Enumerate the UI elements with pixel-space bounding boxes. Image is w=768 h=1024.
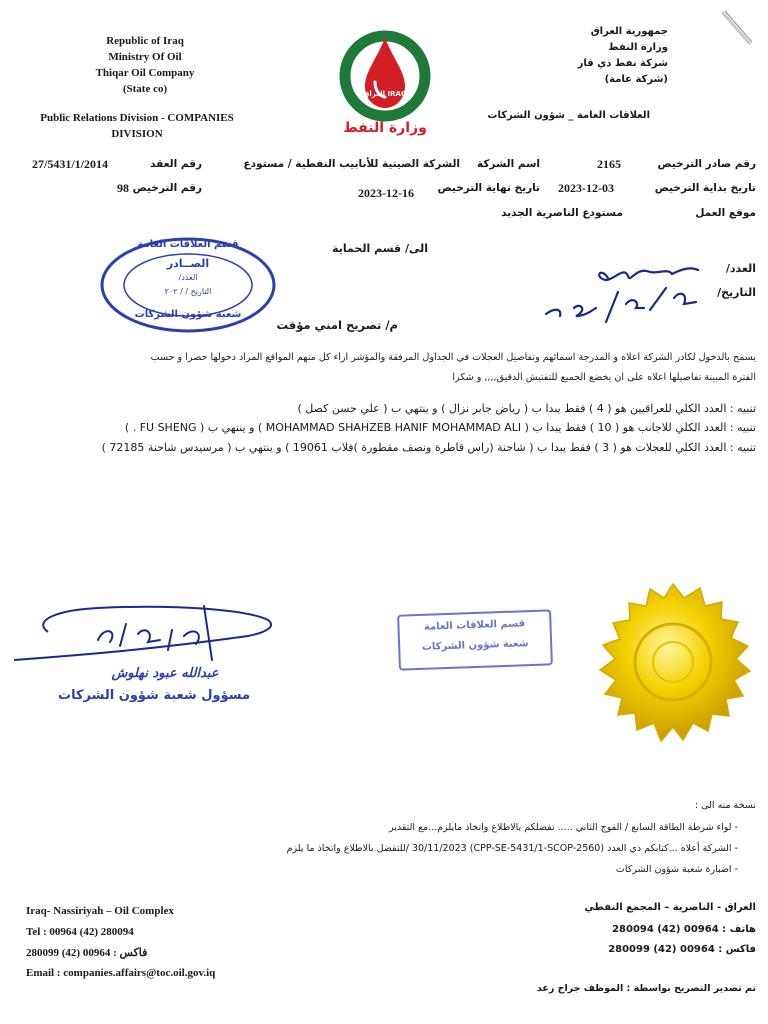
note-vehicles: تنبيه : العدد الكلي للعجلات هو ( 3 ) فقط يبدا ب ( شاحنة (راس قاطرة ونصف مقطورة )فلاب 19061 ) و ينتهي ب ( مرسيدس شاحنة 72185 ) bbox=[101, 441, 756, 454]
pin-mark-icon bbox=[716, 6, 756, 48]
header-ar-line2: وزارة النفط bbox=[608, 42, 668, 53]
header-english bbox=[60, 33, 230, 97]
work-site-label: موقع العمل bbox=[695, 207, 756, 219]
note-foreigners: تنبيه : العدد الكلي للاجانب هو ( 10 ) فقط يبدا ب ( MOHAMMAD SHAHZEB HANIF MOHAMMAD ALI ) و ينتهي ب ( FU SHENG . ) bbox=[124, 421, 756, 434]
footer-tel-ar: هاتف : 00964 (42) 280094 bbox=[612, 924, 756, 935]
copies-heading: نسخة منه الى : bbox=[694, 800, 756, 811]
outgoing-stamp-date: التاريخ / / ٢٠٢ bbox=[164, 287, 212, 296]
oil-drop-logo-icon bbox=[335, 30, 435, 122]
footer-fax-ar: فاكس : 00964 (42) 280099 bbox=[608, 944, 756, 955]
header-en-line1: Republic of Iraq bbox=[106, 35, 184, 47]
addressee: الى/ قسم الحماية bbox=[332, 242, 428, 255]
copy-item-1: - لواء شرطة الطاقة السابع / الفوج الثاني ..... تفضلكم بالاطلاع واتخاذ مايلزم...مع التقدير bbox=[388, 822, 738, 833]
contract-value: 27/5431/1/2014 bbox=[32, 157, 109, 171]
footer-address-en: Iraq- Nassiriyah – Oil Complex bbox=[26, 905, 174, 917]
permit-value: 98 bbox=[117, 181, 129, 195]
outgoing-stamp-arc-text: قسم العلاقات العامة bbox=[137, 239, 239, 250]
permit-label: رقم الترخيص bbox=[132, 182, 202, 194]
copy-item-2: - الشركة أعلاه ...كتابكم ذي العدد (CPP-SE-5431/1-SCOP-2560) 30/11/2023 /للتفضل بالاطلاع واتخاذ ما يلزم bbox=[286, 843, 738, 854]
body-line1: يسمح بالدخول لكادر الشركة اعلاه و المدرجة اسمائهم وتفاصيل العجلات في الجداول المرفقة والمؤشر ازاء كل منهم المواقع المراد دخولها حصرا و حسب bbox=[150, 352, 756, 363]
footer-address-ar: العراق - الناصرية – المجمع النفطي bbox=[584, 902, 756, 913]
header-ar-line4: (شركة عامة) bbox=[604, 74, 668, 85]
header-en-line6: DIVISION bbox=[111, 128, 163, 140]
header-english-division bbox=[22, 110, 252, 142]
companies-stamp-line2: شعبة شؤون الشركات bbox=[421, 638, 529, 653]
header-ar-line1: جمهورية العراق bbox=[590, 26, 668, 37]
footer-email: Email : companies.affairs@toc.oil.gov.iq bbox=[26, 967, 216, 979]
outgoing-stamp-number: العدد/ bbox=[178, 273, 198, 282]
subject: م/ تصريح امني مؤقت bbox=[276, 318, 398, 332]
end-date-value: 2023-12-16 bbox=[358, 186, 414, 200]
companies-division-stamp bbox=[397, 609, 553, 670]
header-en-line4: (State co) bbox=[122, 83, 168, 95]
header-arabic bbox=[468, 24, 668, 88]
companies-stamp-line1: قسم العلاقات العامة bbox=[423, 618, 526, 633]
ministry-logo bbox=[335, 30, 435, 140]
number-label: العدد/ bbox=[725, 262, 756, 275]
body-line2: الفترة المبينة تفاصيلها اعلاه على ان يخضع الجميع للتفتيش الدقيق,,,, و شكرا bbox=[452, 372, 756, 383]
contract-label: رقم العقد bbox=[150, 158, 202, 170]
work-site-value: مستودع الناصرية الجديد bbox=[501, 207, 623, 219]
footer-tel-en: Tel : 00964 (42) 280094 bbox=[26, 926, 134, 938]
company-label: اسم الشركة bbox=[476, 158, 540, 170]
start-date-label: تاريخ بداية الترخيص bbox=[654, 182, 756, 194]
header-en-line5: Public Relations Division - COMPANIES bbox=[40, 112, 234, 124]
handwritten-number-date bbox=[540, 252, 740, 332]
logo-ring-text: العراق IRAQ bbox=[363, 90, 407, 98]
header-en-line2: Ministry Of Oil bbox=[108, 51, 182, 63]
gold-seal-icon bbox=[588, 582, 758, 752]
license-no-label: رقم صادر الترخيص bbox=[657, 158, 756, 170]
logo-ministry-text: وزارة النفط bbox=[343, 120, 427, 136]
outgoing-stamp-oval bbox=[98, 235, 278, 335]
outgoing-stamp bbox=[98, 235, 278, 335]
end-date-label: تاريخ نهاية الترخيص bbox=[437, 182, 540, 194]
license-no-value: 2165 bbox=[597, 157, 621, 171]
start-date-value: 2023-12-03 bbox=[558, 181, 614, 195]
issued-by: تم تصدير التصريح بواسطة : الموظف جراح رعد bbox=[536, 983, 756, 994]
note-iraqis: تنبيه : العدد الكلي للعراقيين هو ( 4 ) فقط يبدا ب ( رياض جابر نزال ) و ينتهي ب ( علي حسن كصل ) bbox=[297, 402, 756, 415]
outgoing-stamp-bottom: شعبة شؤون الشركات bbox=[134, 309, 242, 320]
header-ar-line3: شركة نفط ذي قار bbox=[577, 58, 668, 69]
company-value: الشركة الصينية للأنابيب النفطية / مستودع bbox=[243, 158, 460, 170]
header-ar-line5: العلاقات العامة _ شؤون الشركات bbox=[487, 110, 650, 121]
signatory-title: مسؤول شعبة شؤون الشركات bbox=[58, 688, 250, 703]
date-label: التاريخ/ bbox=[717, 286, 756, 299]
signatory-name: عبدالله عبود نهلوش bbox=[111, 666, 219, 681]
header-en-line3: Thiqar Oil Company bbox=[95, 67, 195, 79]
footer-fax-en: 280099 (42) 00964 : فاكس bbox=[26, 947, 148, 959]
outgoing-stamp-sader: الصــادر bbox=[166, 257, 210, 270]
copy-item-3: - اضبارة شعبة شؤون الشركات bbox=[615, 864, 738, 875]
